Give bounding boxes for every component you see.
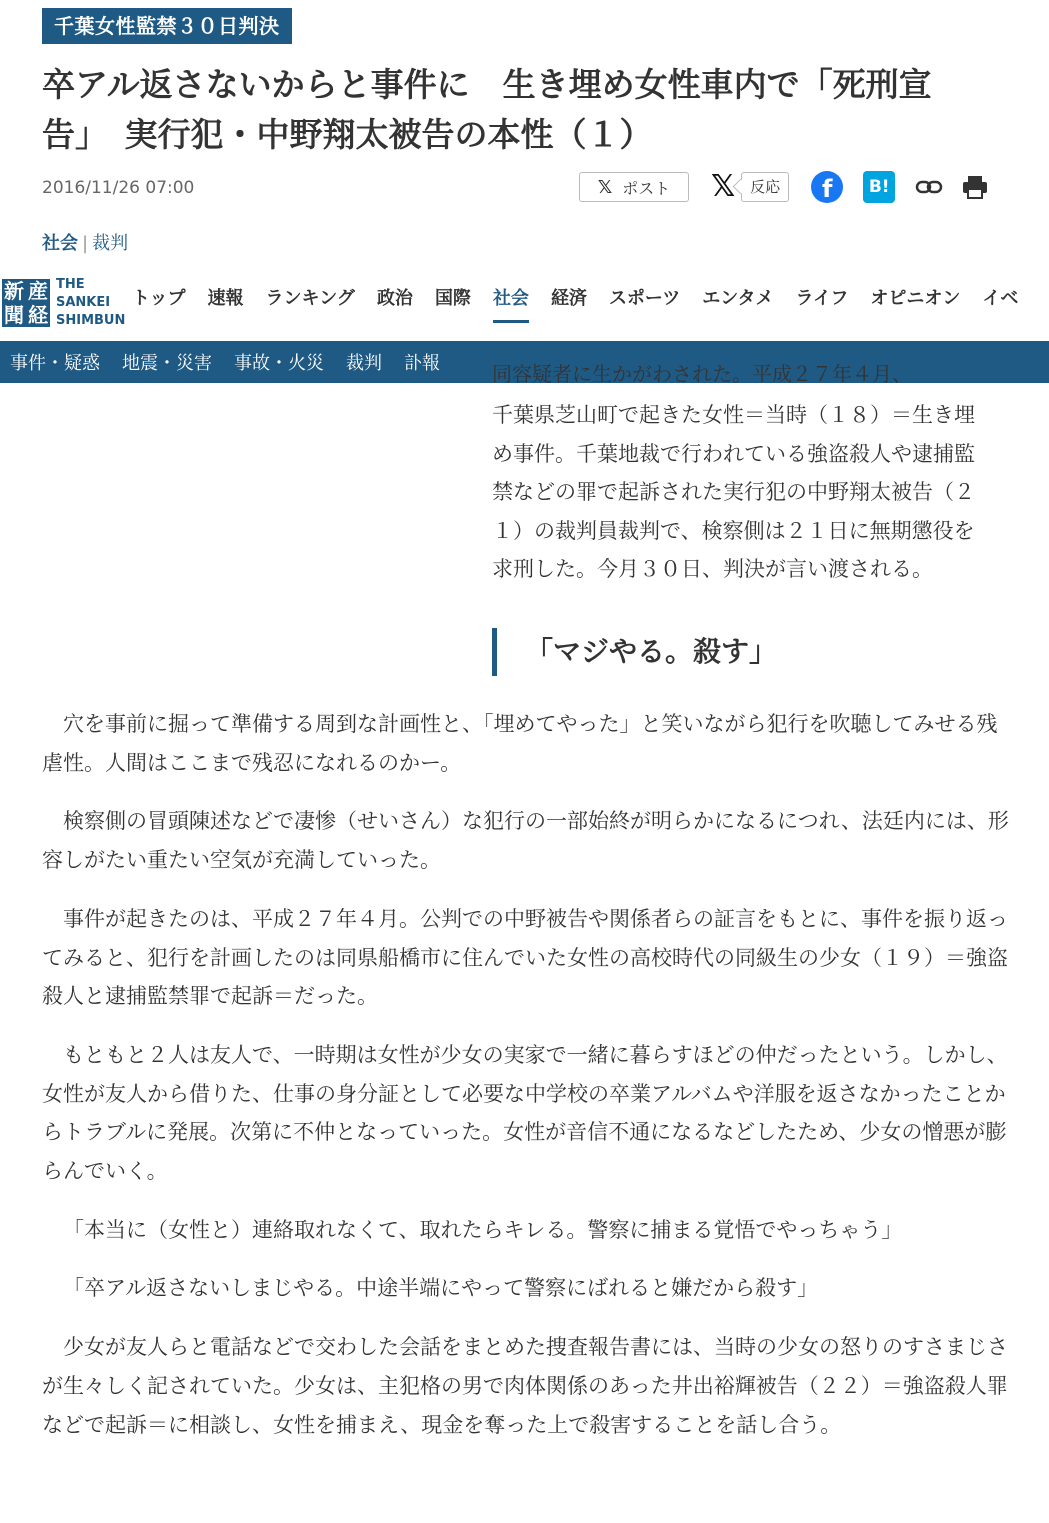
category-separator: |: [82, 233, 89, 254]
article-paragraph: 検察側の冒頭陳述などで凄惨（せいさん）な犯行の一部始終が明らかになるにつれ、法廷内には、形容しがたい重たい空気が充満していった。: [42, 809, 1009, 873]
subnav-item[interactable]: 訃報: [404, 353, 440, 374]
lede-line: 禁などの罪で起訴された実行犯の中野翔太被告（２: [492, 480, 975, 504]
article-paragraph: 「本当に（女性と）連絡取れなくて、取れたらキレる。警察に捕まる覚悟でやっちゃう」: [63, 1217, 903, 1242]
clipped-text-line: [492, 362, 1022, 393]
nav-item[interactable]: スポーツ: [608, 288, 681, 309]
section-heading: 「マジやる。殺す」: [492, 628, 777, 676]
logo-text-line: SHIMBUN: [56, 313, 126, 328]
share-bar: [579, 170, 989, 204]
clipped-line: 同容疑者に生かがわされた。平成２７年４月、: [492, 362, 912, 386]
x-icon[interactable]: 𝕏: [711, 169, 736, 204]
sankei-logo[interactable]: [2, 276, 125, 330]
article-body: [42, 705, 1012, 1464]
article-paragraph: 事件が起きたのは、平成２７年４月。公判での中野被告や関係者らの証言をもとに、事件を振り返ってみると、犯行を計画したのは同県船橋市に住んでいた女性の高校時代の同級生の少女（１９）＝強盗殺人と逮捕監禁罪で起訴＝だった。: [42, 906, 1008, 1009]
post-button[interactable]: [579, 172, 689, 202]
lede-line: 千葉県芝山町で起きた女性＝当時（１８）＝生き埋: [492, 403, 975, 427]
facebook-icon[interactable]: f: [811, 171, 843, 203]
nav-item[interactable]: トップ: [132, 288, 186, 309]
article-paragraph: 穴を事前に掘って準備する周到な計画性と、「埋めてやった」と笑いながら犯行を吹聴してみせる残虐性。人間はここまで残忍になれるのかー。: [42, 712, 998, 775]
breadcrumb: [42, 229, 128, 255]
logo-text: [56, 276, 125, 330]
subnav-item[interactable]: 事件・疑惑: [10, 353, 100, 374]
logo-mark: [2, 279, 50, 327]
subnav-item[interactable]: 事故・火災: [234, 353, 324, 374]
nav-item[interactable]: 経済: [550, 288, 587, 309]
reply-count-button[interactable]: 反応: [741, 172, 789, 202]
nav-item[interactable]: 国際: [434, 288, 471, 309]
nav-item[interactable]: イベ: [982, 288, 1019, 309]
logo-text-line: SANKEI: [56, 295, 111, 310]
headline-line2: 告」 実行犯・中野翔太被告の本性（１）: [42, 115, 653, 154]
article-paragraph: 少女が友人らと電話などで交わした会話をまとめた捜査報告書には、当時の少女の怒りのすさまじさが生々しく記されていた。少女は、主犯格の男で肉体関係のあった井出裕輝被告（２２）＝強盗殺人罪などで起訴＝に相談し、女性を捕まえ、現金を奪った上で殺害することを話し合う。: [42, 1335, 1008, 1437]
nav-item[interactable]: 政治: [376, 288, 413, 309]
article-paragraph: もともと２人は友人で、一時期は女性が少女の実家で一緒に暮らすほどの仲だったという。しかし、女性が友人から借りた、仕事の身分証として必要な中学校の卒業アルバムや洋服を返さなかったことからトラブルに発展。次第に不仲となっていった。女性が音信不通になるなどしたため、少女の憎悪が膨らんでいく。: [42, 1042, 1008, 1184]
print-icon[interactable]: [961, 174, 989, 200]
headline-line1: 卒アル返さないからと事件に 生き埋め女性車内で「死刑宣: [42, 65, 932, 104]
link-icon[interactable]: [915, 177, 943, 197]
hatena-bookmark-icon[interactable]: B!: [863, 171, 895, 203]
nav-item[interactable]: エンタメ: [702, 288, 774, 309]
category-sub-link[interactable]: 裁判: [92, 233, 129, 254]
lede-line: 求刑した。今月３０日、判決が言い渡される。: [492, 557, 933, 581]
post-button-label: ポスト: [622, 178, 671, 198]
publish-date: 2016/11/26 07:00: [42, 178, 195, 198]
logo-char: 新: [4, 279, 24, 303]
nav-menu: [132, 284, 1018, 323]
x-small-icon: 𝕏: [597, 176, 613, 198]
nav-item[interactable]: ライフ: [795, 288, 849, 309]
lede-line: め事件。千葉地裁で行われている強盗殺人や逮捕監: [492, 441, 975, 466]
category-main-link[interactable]: 社会: [42, 233, 78, 254]
nav-item[interactable]: ランキング: [265, 288, 355, 309]
nav-item[interactable]: 社会: [493, 284, 529, 323]
article-paragraph: 「卒アル返さないしまじやる。中途半端にやって警察にばれると嫌だから殺す」: [63, 1276, 819, 1301]
logo-char: 聞: [4, 303, 24, 327]
lede-line: １）の裁判員裁判で、検察側は２１日に無期懲役を: [492, 518, 975, 543]
logo-text-line: THE: [56, 277, 85, 292]
nav-item[interactable]: オピニオン: [870, 288, 961, 309]
series-tag[interactable]: 千葉女性監禁３０日判決: [42, 8, 292, 44]
article-headline: [42, 60, 1002, 160]
nav-item[interactable]: 速報: [207, 288, 244, 309]
article-lede: [492, 396, 1024, 589]
subnav-item[interactable]: 地震・災害: [122, 353, 212, 374]
logo-char: 産: [28, 279, 48, 303]
logo-char: 経: [28, 303, 48, 327]
subnav-item[interactable]: 裁判: [346, 353, 382, 374]
